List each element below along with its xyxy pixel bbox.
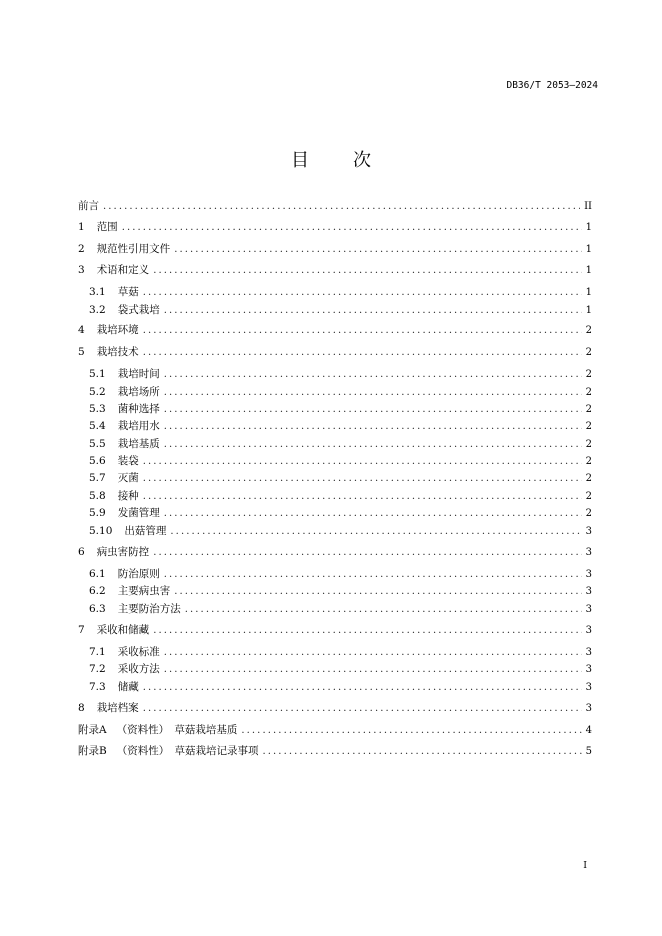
toc-leader-dots — [164, 436, 582, 453]
toc-entry-page: 2 — [585, 347, 592, 358]
toc-entry-number: 附录B — [78, 745, 107, 757]
toc-entry-page: II — [584, 201, 592, 212]
toc-entry-number: 附录A — [78, 724, 107, 736]
toc-leader-dots — [164, 401, 582, 418]
toc-entry-page: 2 — [585, 325, 592, 336]
toc-entry-page: 2 — [585, 473, 592, 484]
toc-entry-number: 5.3 — [89, 403, 106, 415]
toc-entry-number: 5.1 — [89, 368, 106, 380]
toc-entry[interactable] — [89, 644, 592, 661]
toc-entry-label: 出菇管理 — [124, 525, 167, 537]
toc-entry[interactable] — [89, 583, 592, 600]
toc-leader-dots — [143, 700, 582, 717]
toc-entry-label: 采收标准 — [117, 646, 160, 658]
toc-leader-dots — [164, 418, 582, 435]
toc-entry-page: 2 — [585, 421, 592, 432]
toc-entry-page: 2 — [585, 439, 592, 450]
toc-entry-number: 6 — [78, 546, 85, 558]
toc-entry-page: 3 — [585, 647, 592, 658]
toc-entry-page: 1 — [585, 244, 592, 255]
toc-entry[interactable] — [89, 566, 592, 583]
toc-entry-number: 3.2 — [89, 304, 106, 316]
toc-entry-label: 栽培时间 — [117, 368, 160, 380]
toc-entry-number: 5.8 — [89, 490, 106, 502]
toc-entry-page: 3 — [585, 703, 592, 714]
toc-entry[interactable] — [78, 262, 592, 279]
toc-leader-dots — [143, 453, 582, 470]
toc-entry[interactable] — [78, 198, 592, 215]
toc-leader-dots — [164, 661, 582, 678]
toc-entry[interactable] — [89, 488, 592, 505]
toc-leader-dots — [174, 241, 581, 258]
toc-entry-number: 4 — [78, 324, 85, 336]
toc-leader-dots — [143, 322, 582, 339]
toc-leader-dots — [262, 743, 581, 760]
toc-entry-page: 3 — [585, 526, 592, 537]
toc-entry[interactable] — [78, 344, 592, 361]
toc-entry-number: 7.2 — [89, 663, 106, 675]
toc-entry-number: 5.2 — [89, 386, 106, 398]
toc-entry-number: 7.1 — [89, 646, 106, 658]
toc-leader-dots — [143, 470, 582, 487]
toc-entry-page: 4 — [585, 725, 592, 736]
toc-entry-label: 采收和储藏 — [96, 624, 150, 636]
toc-leader-dots — [164, 644, 582, 661]
toc-leader-dots — [103, 198, 580, 215]
toc-entry-label: 装袋 — [117, 455, 139, 467]
toc-entry-page: 3 — [585, 547, 592, 558]
toc-entry-page: 3 — [585, 682, 592, 693]
toc-entry-label: 前言 — [78, 200, 99, 212]
toc-entry-number: 6.1 — [89, 568, 106, 580]
toc-entry-label: 栽培技术 — [96, 346, 139, 358]
toc-entry-number: 1 — [78, 221, 85, 233]
toc-leader-dots — [153, 262, 581, 279]
toc-leader-dots — [170, 523, 581, 540]
toc-leader-dots — [143, 488, 582, 505]
toc-entry-label: 储藏 — [117, 681, 139, 693]
toc-entry-page: 2 — [585, 456, 592, 467]
toc-entry-label: 栽培场所 — [117, 386, 160, 398]
toc-leader-dots — [164, 505, 582, 522]
toc-title — [0, 146, 662, 172]
toc-entry[interactable] — [89, 470, 592, 487]
toc-entry-number: 3.1 — [89, 286, 106, 298]
toc-entry-page: 2 — [585, 508, 592, 519]
toc-entry-label: 范围 — [96, 221, 118, 233]
toc-leader-dots — [153, 622, 581, 639]
toc-entry-label: 栽培用水 — [117, 420, 160, 432]
toc-entry-label: 病虫害防控 — [96, 546, 150, 558]
toc-entry-page: 3 — [585, 569, 592, 580]
toc-entry-label: 灭菌 — [117, 472, 139, 484]
toc-entry-number: 8 — [78, 702, 85, 714]
toc-leader-dots — [164, 384, 582, 401]
toc-entry-label: 栽培基质 — [117, 438, 160, 450]
page-number: I — [583, 860, 587, 871]
toc-leader-dots — [164, 366, 582, 383]
toc-entry-label: 栽培环境 — [96, 324, 139, 336]
toc-entry-label: （资料性） 草菇栽培记录事项 — [116, 745, 259, 757]
toc-entry-page: 1 — [585, 222, 592, 233]
toc-entry-label: 发菌管理 — [117, 507, 160, 519]
document-code: DB36/T 2053—2024 — [506, 80, 598, 91]
toc-leader-dots — [143, 679, 582, 696]
toc-entry-label: 主要防治方法 — [117, 603, 181, 615]
toc-entry-number: 3 — [78, 264, 85, 276]
toc-entry-page: 2 — [585, 387, 592, 398]
toc-title-char-2: 次 — [353, 150, 371, 171]
toc-entry[interactable] — [78, 700, 592, 717]
toc-entry[interactable] — [78, 622, 592, 639]
toc-entry-number: 7 — [78, 624, 85, 636]
toc-entry-number: 7.3 — [89, 681, 106, 693]
toc-entry-number: 5.10 — [89, 525, 113, 537]
toc-entry-page: 2 — [585, 491, 592, 502]
toc-entry-number: 2 — [78, 243, 85, 255]
toc-entry-label: （资料性） 草菇栽培基质 — [116, 724, 238, 736]
toc-entry[interactable] — [89, 284, 592, 301]
toc-entry-label: 采收方法 — [117, 663, 160, 675]
toc-entry[interactable] — [89, 679, 592, 696]
toc-entry-label: 防治原则 — [117, 568, 160, 580]
toc-entry[interactable] — [78, 241, 592, 258]
toc-entry-number: 5 — [78, 346, 85, 358]
toc-entry-page: 2 — [585, 369, 592, 380]
toc-entry[interactable] — [89, 302, 592, 319]
toc-entry-page: 3 — [585, 664, 592, 675]
toc-entry[interactable] — [78, 544, 592, 561]
toc-entry[interactable] — [89, 601, 592, 618]
toc-entry-label: 袋式栽培 — [117, 304, 160, 316]
toc-leader-dots — [143, 344, 582, 361]
toc-entry-number: 5.6 — [89, 455, 106, 467]
toc-leader-dots — [153, 544, 581, 561]
toc-entry[interactable] — [89, 401, 592, 418]
toc-entry-number: 5.9 — [89, 507, 106, 519]
toc-entry[interactable] — [78, 219, 592, 236]
toc-entry-page: 1 — [585, 305, 592, 316]
toc-leader-dots — [241, 722, 581, 739]
toc-entry-page: 5 — [585, 746, 592, 757]
toc-entry-label: 术语和定义 — [96, 264, 150, 276]
toc-leader-dots — [122, 219, 582, 236]
toc-entry[interactable] — [89, 505, 592, 522]
toc-entry-page: 2 — [585, 404, 592, 415]
toc-entry[interactable] — [78, 322, 592, 339]
toc-entry[interactable] — [89, 436, 592, 453]
toc-entry-number: 5.4 — [89, 420, 106, 432]
toc-title-char-1: 目 — [291, 150, 309, 171]
toc-entry[interactable] — [89, 523, 592, 540]
toc-leader-dots — [174, 583, 581, 600]
toc-entry[interactable] — [89, 384, 592, 401]
toc-entry-label: 主要病虫害 — [117, 585, 171, 597]
toc-entry-label: 草菇 — [117, 286, 139, 298]
toc-entry[interactable] — [78, 743, 592, 760]
toc-entry-label: 菌种选择 — [117, 403, 160, 415]
toc-entry[interactable] — [89, 661, 592, 678]
toc-entry-page: 3 — [585, 604, 592, 615]
toc-entry-page: 3 — [585, 586, 592, 597]
toc-leader-dots — [164, 302, 582, 319]
toc-entry-number: 6.3 — [89, 603, 106, 615]
toc-entry-number: 5.7 — [89, 472, 106, 484]
toc-entry[interactable] — [89, 366, 592, 383]
toc-leader-dots — [143, 284, 582, 301]
toc-entry[interactable] — [78, 722, 592, 739]
toc-entry[interactable] — [89, 418, 592, 435]
toc-leader-dots — [185, 601, 582, 618]
toc-entry-number: 5.5 — [89, 438, 106, 450]
toc-entry-label: 规范性引用文件 — [96, 243, 171, 255]
toc-entry-label: 栽培档案 — [96, 702, 139, 714]
toc-leader-dots — [164, 566, 582, 583]
toc-entry-number: 6.2 — [89, 585, 106, 597]
toc-entry-label: 接种 — [117, 490, 139, 502]
toc-entry-page: 1 — [585, 287, 592, 298]
toc-entry-page: 3 — [585, 625, 592, 636]
toc-entry-page: 1 — [585, 265, 592, 276]
toc-entry[interactable] — [89, 453, 592, 470]
